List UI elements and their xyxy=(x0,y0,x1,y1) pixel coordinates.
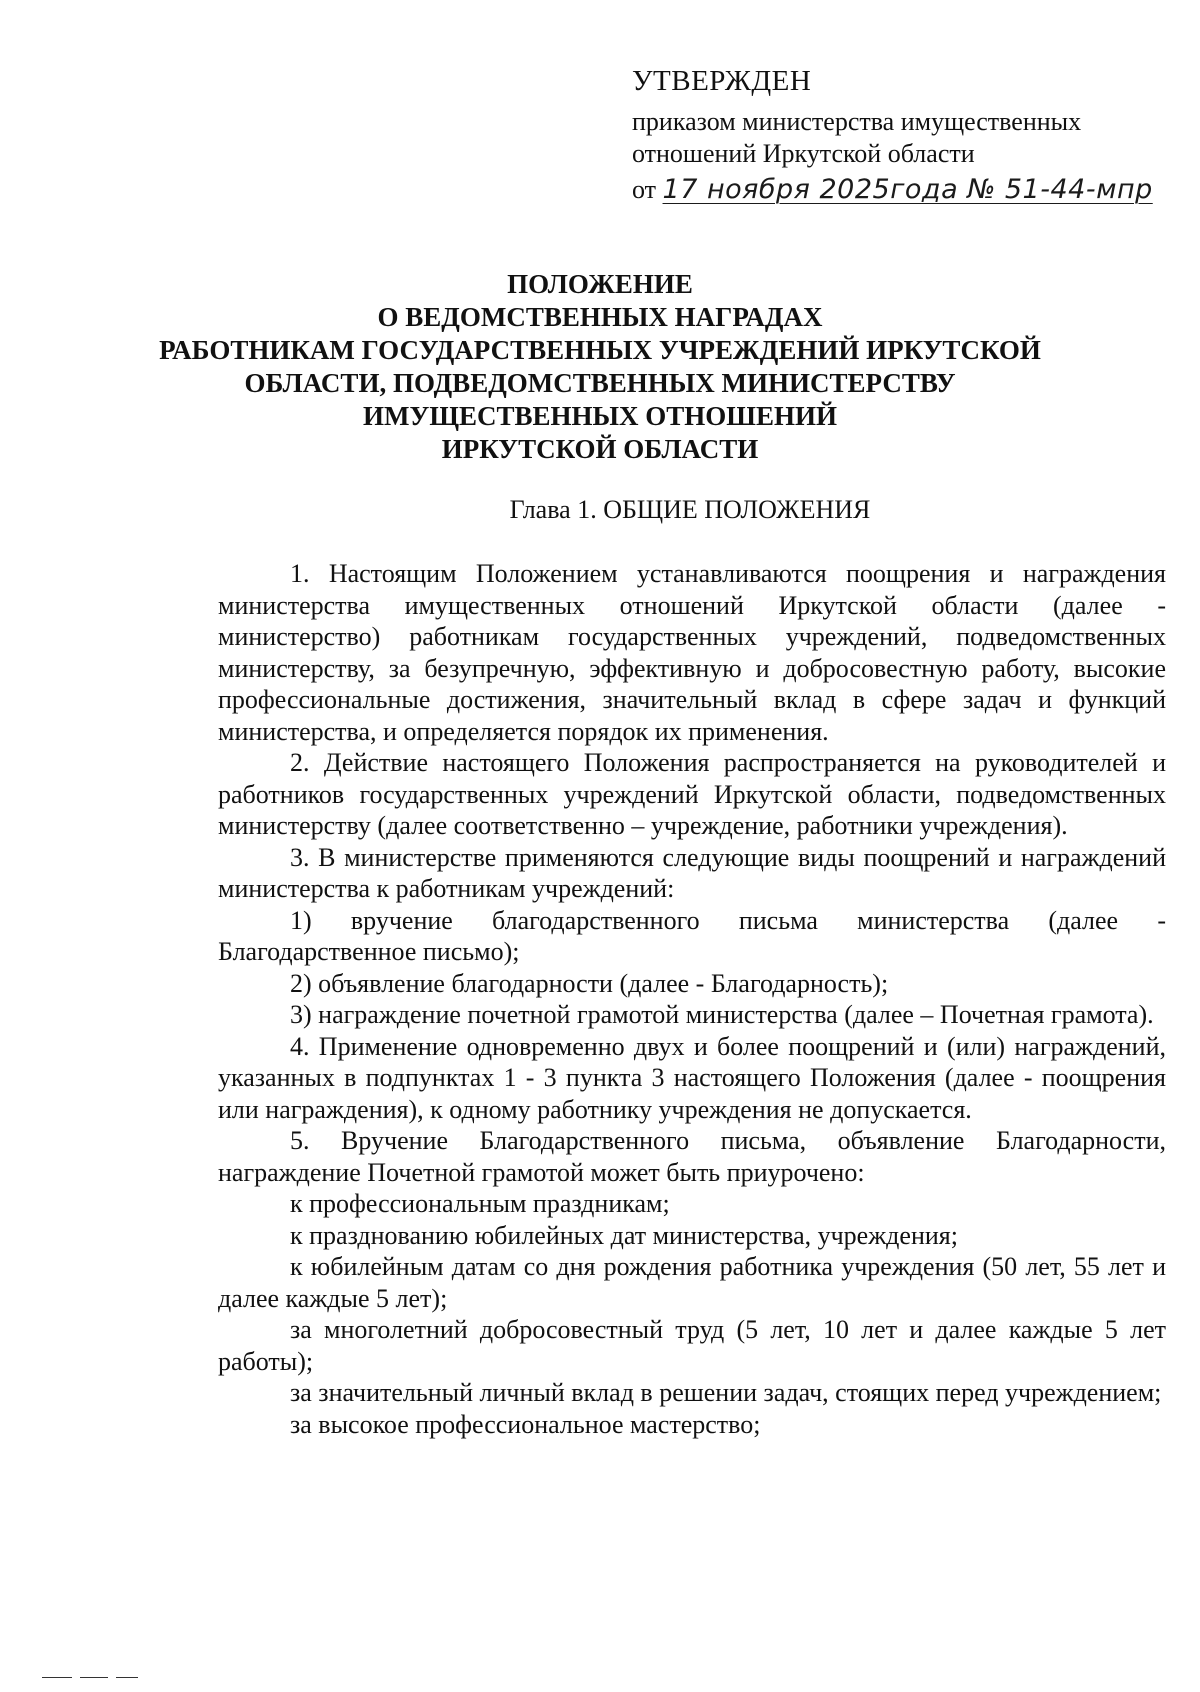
paragraph-1: 1. Настоящим Положением устанавливаются поощрения и награждения министерства имущественных отношений Иркутской области (далее - министерство) работникам государственных учреждений, подведомственных министерству, за безупречную, эффективную и добросовестную работу, высокие профессиональные достижения, значительный вклад в сфере задач и функций министерства, и определяется порядок их применения. xyxy=(218,559,1166,746)
title-line: ИРКУТСКОЙ ОБЛАСТИ xyxy=(441,434,759,464)
list-item: к юбилейным датам со дня рождения работника учреждения (50 лет, 55 лет и далее каждые 5 лет); xyxy=(218,1252,1166,1313)
list-item: за многолетний добросовестный труд (5 лет, 10 лет и далее каждые 5 лет работы); xyxy=(218,1315,1166,1376)
document-body xyxy=(218,558,1166,1440)
title-line: ПОЛОЖЕНИЕ xyxy=(507,269,693,299)
list-item: 2) объявление благодарности (далее - Благодарность); xyxy=(290,968,889,998)
scan-artifact-divider xyxy=(42,1677,138,1679)
date-prefix: от xyxy=(632,175,657,204)
approval-stamp-block xyxy=(632,64,1172,208)
paragraph-5: 5. Вручение Благодарственного письма, объявление Благодарности, награждение Почетной грамотой может быть приурочено: xyxy=(218,1126,1166,1187)
chapter-heading: Глава 1. ОБЩИЕ ПОЛОЖЕНИЯ xyxy=(509,495,871,524)
list-item: к профессиональным праздникам; xyxy=(290,1189,670,1218)
approval-date-line xyxy=(632,172,1172,208)
list-item: за высокое профессиональное мастерство; xyxy=(290,1409,761,1439)
paragraph-2: 2. Действие настоящего Положения распространяется на руководителей и работников государственных учреждений Иркутской области, подведомственных министерству (далее соответственно – учреждение, работники учреждения). xyxy=(218,748,1166,840)
paragraph-4: 4. Применение одновременно двух и более поощрений и (или) награждений, указанных в подпунктах 1 - 3 пункта 3 настоящего Положения (далее - поощрения или награждения), к одному работнику учреждения не допускается. xyxy=(218,1031,1166,1124)
list-item: к празднованию юбилейных дат министерства, учреждения; xyxy=(290,1220,958,1250)
title-line: О ВЕДОМСТВЕННЫХ НАГРАДАХ xyxy=(377,302,823,332)
title-line: РАБОТНИКАМ ГОСУДАРСТВЕННЫХ УЧРЕЖДЕНИЙ ИРКУТСКОЙ xyxy=(159,335,1041,365)
paragraph-3: 3. В министерстве применяются следующие виды поощрений и награждений министерства к работникам учреждений: xyxy=(218,842,1166,903)
document-title xyxy=(150,268,1050,466)
list-item: 3) награждение почетной грамотой министерства (далее – Почетная грамота). xyxy=(290,1000,1154,1029)
list-item: за значительный личный вклад в решении задач, стоящих перед учреждением; xyxy=(290,1378,1162,1407)
approved-label: УТВЕРЖДЕН xyxy=(632,65,812,97)
list-item: 1) вручение благодарственного письма министерства (далее - Благодарственное письмо); xyxy=(218,905,1166,966)
title-line: ИМУЩЕСТВЕННЫХ ОТНОШЕНИЙ xyxy=(363,401,837,431)
title-line: ОБЛАСТИ, ПОДВЕДОМСТВЕННЫХ МИНИСТЕРСТВУ xyxy=(244,368,956,398)
approval-order-line: приказом министерства имущественных xyxy=(632,107,1082,136)
approval-authority-line: отношений Иркутской области xyxy=(632,139,975,168)
handwritten-date-number: 17 ноября 2025года № 51-44-мпр xyxy=(662,174,1153,205)
